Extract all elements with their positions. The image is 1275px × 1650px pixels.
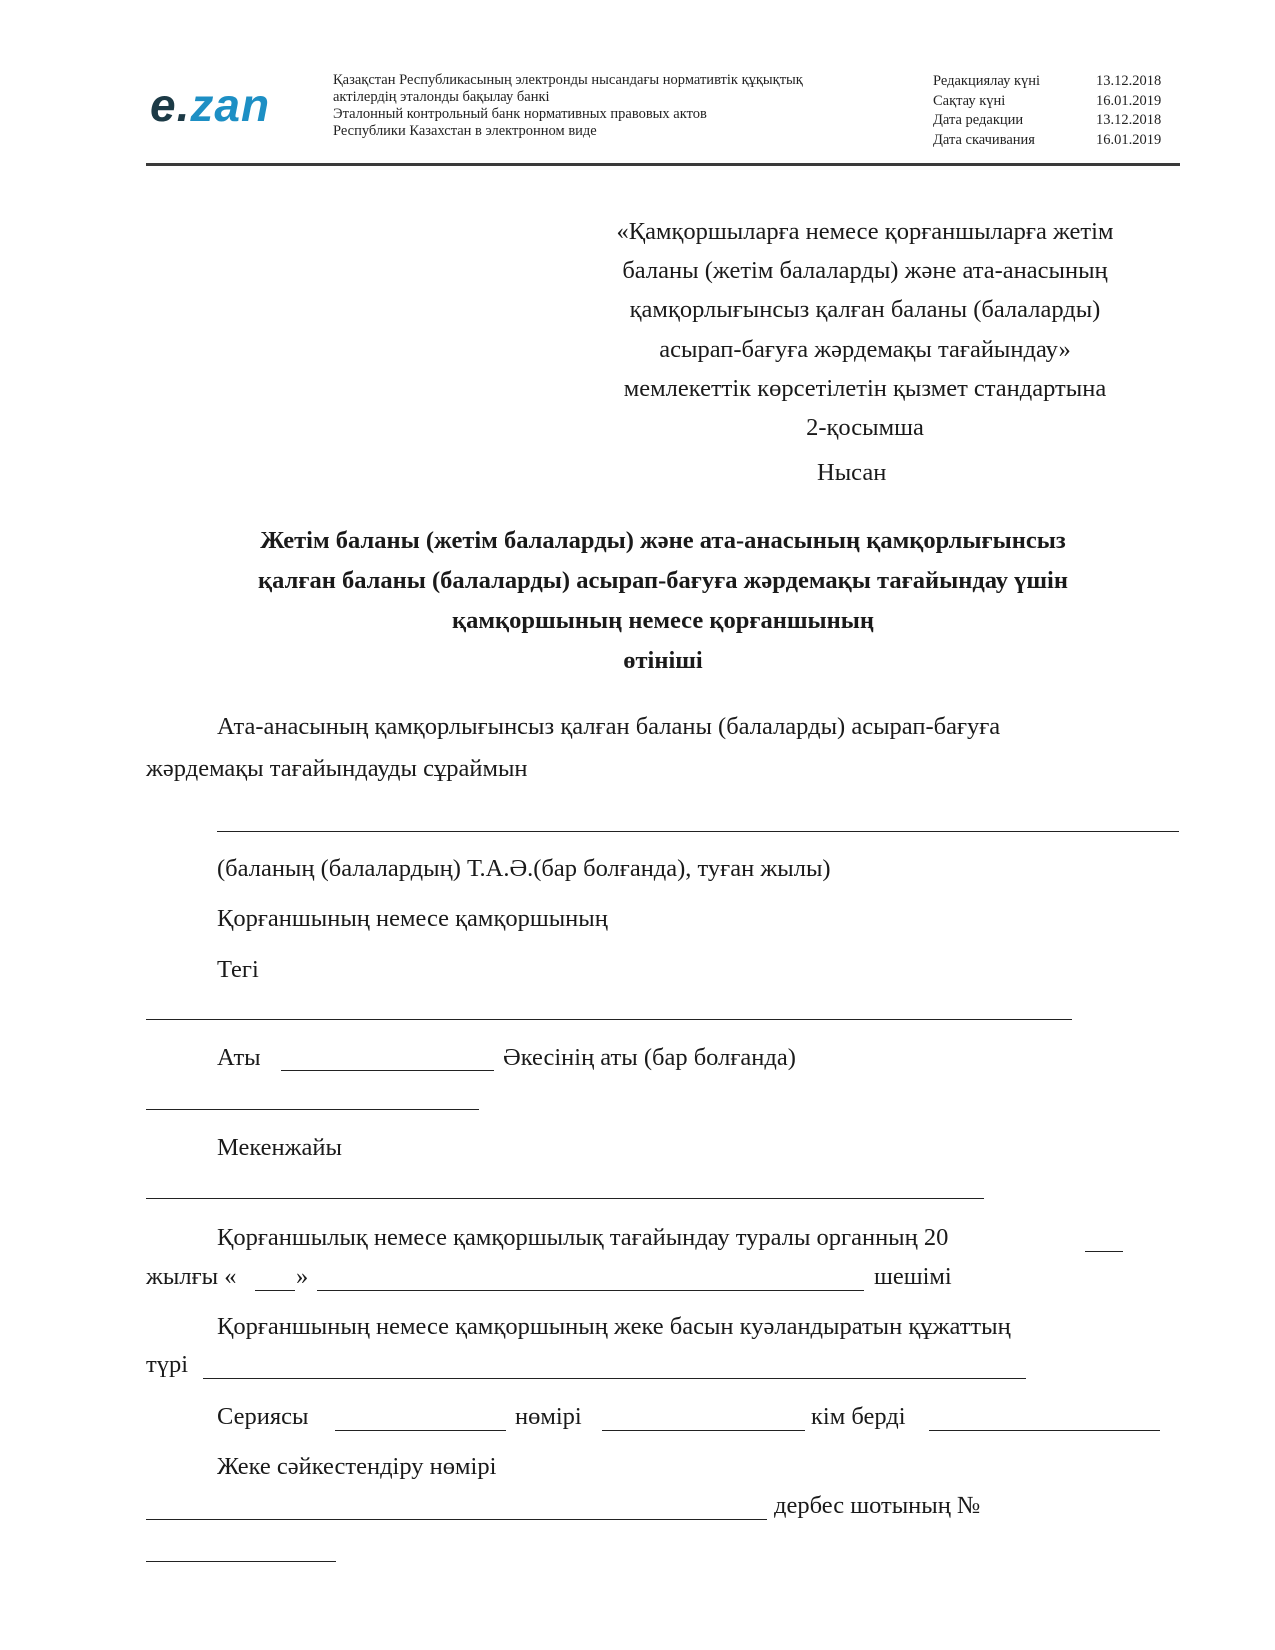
iin-label: Жеке сәйкестендіру нөмірі: [217, 1453, 497, 1480]
title-line: қамқоршының немесе қорғаншының: [451, 607, 875, 634]
request-text-line1: Ата-анасының қамқорлығынсыз қалған баланы (балаларды) асырап-бағуға: [217, 713, 1001, 740]
issued-by-label: кім берді: [811, 1403, 906, 1430]
decision-text-line1: Қорғаншылық немесе қамқоршылық тағайындау туралы органның 20: [217, 1224, 949, 1251]
id-document-text-line1: Қорғаншының немесе қамқоршының жеке басын куәландыратын құжаттың: [217, 1313, 1011, 1340]
guardian-heading: Қорғаншының немесе қамқоршының: [217, 905, 608, 932]
document-title: [146, 521, 1180, 681]
iin-field[interactable]: [146, 1519, 767, 1520]
decision-details-field[interactable]: [317, 1290, 864, 1291]
annex-line: қамқорлығынсыз қалған баланы (балаларды): [629, 296, 1101, 324]
date-label: Редакциялау күні: [933, 73, 1041, 89]
account-number-field[interactable]: [146, 1561, 336, 1562]
name-field[interactable]: [281, 1070, 494, 1071]
decision-year-prefix: жылғы «: [146, 1263, 237, 1290]
header-date-row: [933, 72, 1161, 92]
annex-line: «Қамқоршыларға немесе қорғаншыларға жетім: [616, 218, 1114, 245]
patronymic-field[interactable]: [146, 1109, 479, 1110]
date-label: Дата скачивания: [933, 131, 1035, 148]
address-field[interactable]: [146, 1198, 984, 1199]
date-value: 13.12.2018: [1096, 112, 1162, 128]
patronymic-label: Әкесінің аты (бар болғанда): [503, 1044, 796, 1071]
ezan-logo: e.zan: [150, 79, 271, 131]
decision-day-field[interactable]: [255, 1290, 295, 1291]
date-value: 16.01.2019: [1096, 131, 1162, 148]
name-label: Аты: [217, 1044, 261, 1071]
series-label: Сериясы: [217, 1403, 309, 1430]
address-label: Мекенжайы: [217, 1134, 342, 1161]
header-dates: [933, 72, 1161, 150]
annex-line: мемлекеттік көрсетілетін қызмет стандартына: [623, 374, 1107, 402]
id-document-type-field[interactable]: [203, 1378, 1026, 1379]
number-field[interactable]: [602, 1430, 805, 1431]
date-label: Сақтау күні: [933, 92, 1006, 109]
annex-reference: [560, 212, 1170, 447]
date-label: Дата редакции: [933, 112, 1024, 128]
header-date-row: [933, 92, 1161, 112]
number-label: нөмірі: [515, 1403, 582, 1430]
header-description: [333, 72, 893, 140]
child-name-hint: (баланың (балалардың) Т.А.Ә.(бар болғанда), туған жылы): [217, 855, 831, 882]
issued-by-field[interactable]: [929, 1430, 1160, 1431]
account-label: дербес шотының №: [774, 1492, 981, 1519]
header-description-line: Эталонный контрольный банк нормативных правовых актов: [333, 106, 707, 122]
annex-line: 2-қосымша: [806, 414, 924, 442]
title-line: Жетім баланы (жетім балаларды) және ата-анасының қамқорлығынсыз: [260, 527, 1066, 554]
header-divider: [146, 163, 1180, 166]
header-description-line: актілердің эталонды бақылау банкі: [333, 89, 550, 105]
header-date-row: [933, 131, 1161, 151]
date-value: 16.01.2019: [1096, 92, 1162, 109]
request-text-line2: жәрдемақы тағайындауды сұраймын: [146, 755, 528, 782]
decision-year-field[interactable]: [1085, 1251, 1123, 1252]
header-date-row: [933, 111, 1161, 131]
series-field[interactable]: [335, 1430, 506, 1431]
decision-quote-close: »: [296, 1263, 309, 1290]
child-name-field[interactable]: [217, 831, 1179, 832]
header-description-line: Республики Казахстан в электронном виде: [333, 123, 597, 139]
title-line: қалған баланы (балаларды) асырап-бағуға жәрдемақы тағайындау үшін: [258, 567, 1068, 594]
surname-label: Тегі: [217, 956, 259, 983]
form-label: Нысан: [817, 459, 887, 486]
id-document-type-label: түрі: [146, 1351, 189, 1378]
title-line: өтініші: [623, 647, 703, 674]
decision-suffix: шешімі: [874, 1263, 952, 1290]
header-description-line: Қазақстан Республикасының электронды нысандағы нормативтік құқықтық: [333, 72, 803, 88]
annex-line: баланы (жетім балаларды) және ата-анасының: [622, 257, 1108, 285]
annex-line: асырап-бағуға жәрдемақы тағайындау»: [659, 335, 1071, 363]
surname-field[interactable]: [146, 1019, 1072, 1020]
date-value: 13.12.2018: [1096, 73, 1162, 89]
